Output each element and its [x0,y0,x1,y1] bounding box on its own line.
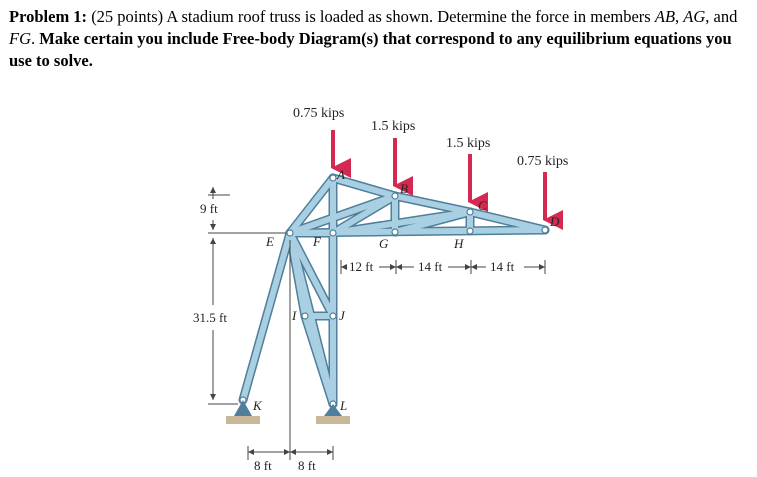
member-fg: FG [9,29,31,48]
joint-label-h: H [454,236,464,251]
problem-instruction: Make certain you include Free-body Diagram(s) that correspond to any equilibrium equations you use to solve. [9,29,732,70]
joint-label-g: G [379,236,389,251]
truss-members [243,178,545,404]
problem-statement: Problem 1: (25 points) A stadium roof truss is loaded as shown. Determine the force in members AB, AG, and FG. Make certain you include Free-body Diagram(s) that correspond to any equilibrium equations you use to solve. [9,7,738,70]
dimension-8ft-1: 8 ft [254,458,272,473]
dimension-12ft: 12 ft [349,259,374,274]
joint-label-c: C [478,198,487,213]
dimension-9ft: 9 ft [200,201,218,216]
load-label-a: 0.75 kips [293,106,345,121]
member-ab: AB [654,7,676,26]
joint-label-i: I [292,308,297,323]
joint-label-a: A [337,167,345,182]
joint-label-e: E [266,234,274,249]
member-ag: AG [683,7,706,26]
joint-label-k: K [253,398,262,413]
dimension-31-5ft: 31.5 ft [193,310,227,325]
dimension-8ft-2: 8 ft [298,458,316,473]
load-label-b: 1.5 kips [371,119,416,134]
joint-label-d: D [550,214,560,229]
problem-points: (25 points) [91,7,164,26]
joint-label-f: F [313,234,321,249]
joint-label-j: J [339,308,345,323]
dimension-14ft-1: 14 ft [418,259,443,274]
joint-label-l: L [340,398,348,413]
dimension-14ft-2: 14 ft [490,259,515,274]
problem-text: A stadium roof truss is loaded as shown. Determine the force in members [166,7,651,26]
load-label-c: 1.5 kips [446,136,491,151]
load-label-d: 0.75 kips [517,154,569,169]
joint-label-b: B [400,181,408,196]
problem-label: Problem 1: [9,7,88,26]
